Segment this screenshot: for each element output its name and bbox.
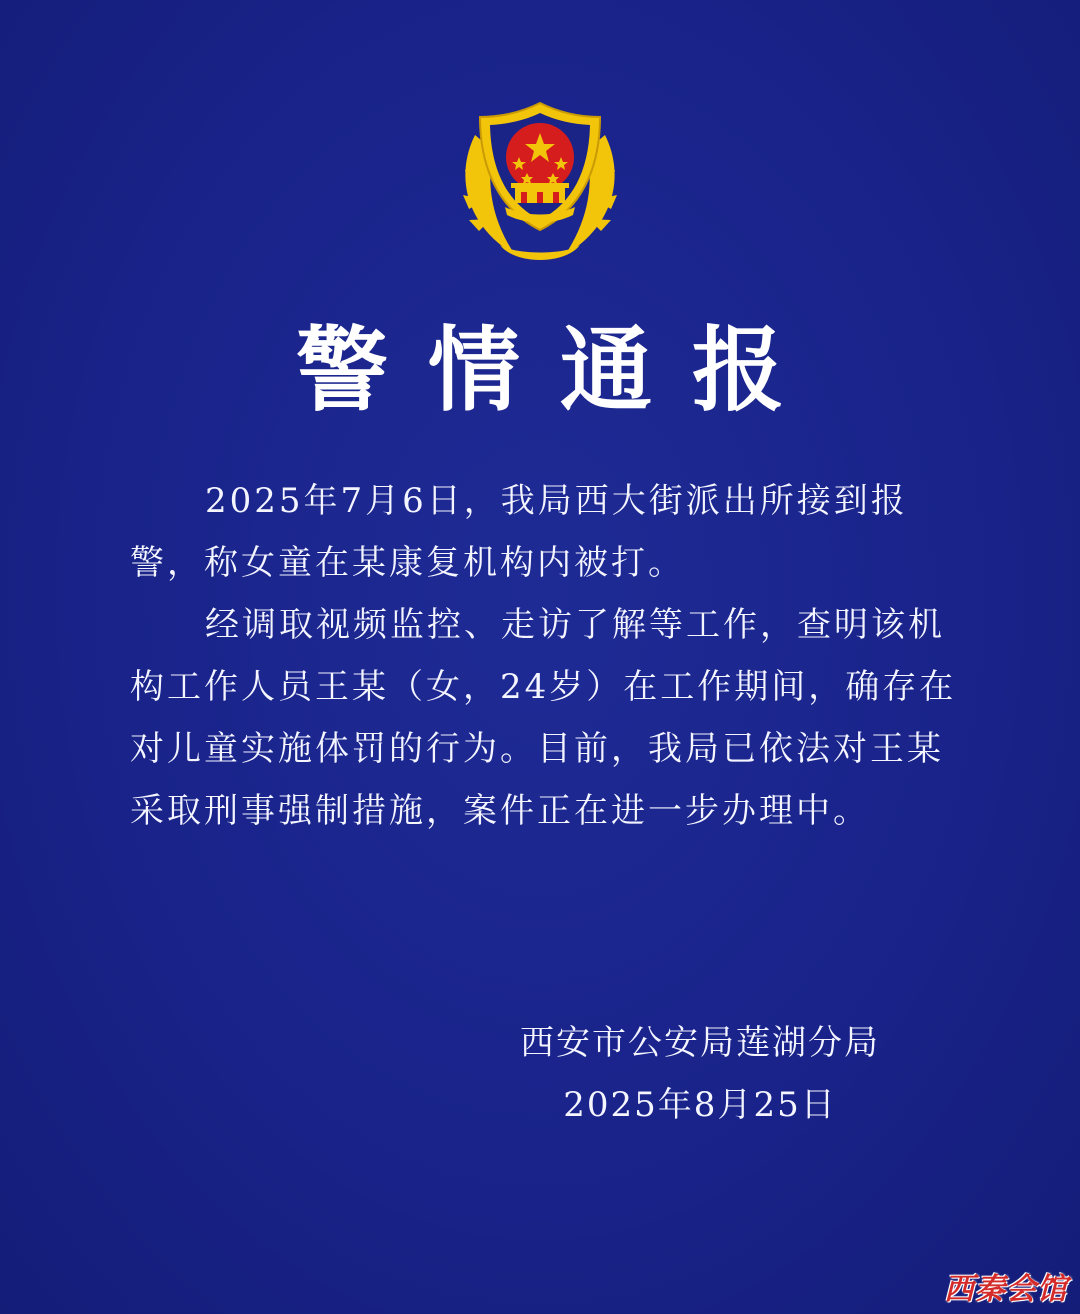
notice-body — [130, 470, 960, 842]
issuer-name: 西安市公安局莲湖分局 — [520, 1023, 880, 1063]
paragraph-investigation: 经调取视频监控、走访了解等工作，查明该机构工作人员王某（女，24岁）在工作期间，确存在对儿童实施体罚的行为。目前，我局已依法对王某采取刑事强制措施，案件正在进一步办理中。 — [130, 605, 957, 831]
issue-date: 2025年8月25日 — [563, 1085, 837, 1125]
police-emblem-icon — [455, 95, 625, 270]
watermark-logo: 西秦会馆 — [944, 1272, 1068, 1307]
signature-block — [480, 1012, 920, 1136]
notice-title: 警情通报 — [295, 316, 824, 424]
paragraph-report: 2025年7月6日，我局西大街派出所接到报警，称女童在某康复机构内被打。 — [130, 481, 908, 583]
